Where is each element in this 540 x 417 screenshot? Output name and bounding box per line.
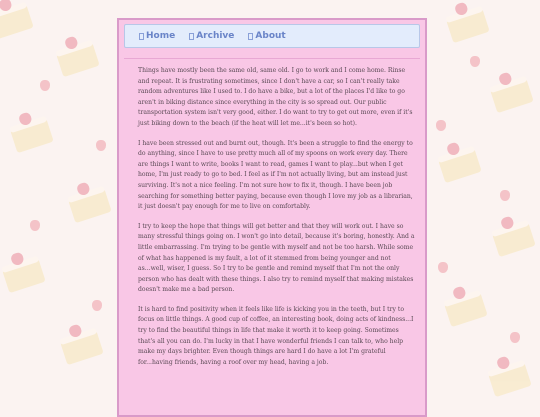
page-icon — [189, 33, 194, 40]
cake-slice-decoration — [54, 37, 99, 77]
top-nav — [124, 24, 420, 48]
post-paragraph: It is hard to find positivity when it feels like life is kicking you in the teeth, but I try to focus on little things. A good cup of coffee, an interesting book, doing acts of kindness...I try to find the beautiful things in life that make it worth it to keep going. Sometimes that's all you can do. I'm lucky in that I have wonderful friends I can talk to, who help make my days brighter. Even though things are hard I do have a lot I'm grateful for...having friends, having a roof over my head, having a job. — [138, 305, 414, 366]
cake-slice-decoration — [490, 217, 535, 257]
strawberry-decoration — [92, 300, 102, 311]
cake-slice-decoration — [0, 0, 34, 39]
post-body — [119, 59, 425, 368]
post-paragraph: I try to keep the hope that things will get better and that they will work out. I have so many stressful things going on. I won't go into detail, because it's boring, honestly. And a little embarrassing. I'm trying to be gentle with myself and not be too harsh. While some of what has happened is my fault, a lot of it stemmed from being younger and not as...well, wiser, I guess. So I try to be gentle and remind myself that I'm not the only person who has dealt with these things. I also try to remind myself that making mistakes doesn't make me a bad person. — [138, 222, 415, 294]
page-icon — [248, 33, 253, 40]
post-paragraph: I have been stressed out and burnt out, though. It's been a struggle to find the energy to do anything, since I have to use pretty much all of my spoons on work every day. There are things I want to write, books I want to read, games I want to play...but when I get home, I'm just ready to go to bed. I feel as if I'm not actually living, but am instead just surviving. It's not a nice feeling. I'm not sure how to fix it, though. I have been job searching for something better paying, because even though I love my job as a librarian, it just doesn't pay enough for me to live on comfortably. — [138, 139, 413, 211]
strawberry-decoration — [510, 332, 520, 343]
cake-slice-decoration — [8, 113, 53, 153]
nav-link-about[interactable] — [248, 31, 285, 41]
strawberry-decoration — [40, 80, 50, 91]
cake-slice-decoration — [436, 143, 481, 183]
cake-slice-decoration — [488, 73, 533, 113]
nav-link-label: Home — [146, 31, 176, 41]
strawberry-decoration — [96, 140, 106, 151]
post-paragraph: Things have mostly been the same old, same old. I go to work and I come home. Rinse and repeat. It is frustrating sometimes, since I don't have a car, so I can't really take random adventures like I used to. I do have a bike, but a lot of the places I'd like to go aren't in biking distance since everything in the city is so spread out. Our public transportation system isn't very good, either. I do want to try to get out more, even if it's just biking down to the beach (if the heat will let me...it's been so hot). — [138, 67, 413, 127]
strawberry-decoration — [438, 262, 448, 273]
cake-slice-decoration — [444, 3, 489, 43]
page-container — [117, 18, 427, 417]
nav-link-label: Archive — [196, 31, 235, 41]
cake-slice-decoration — [442, 287, 487, 327]
cake-slice-decoration — [58, 325, 103, 365]
page-icon — [139, 33, 144, 40]
strawberry-decoration — [436, 120, 446, 131]
cake-slice-decoration — [486, 357, 531, 397]
cake-slice-decoration — [0, 253, 45, 293]
nav-link-home[interactable] — [139, 31, 175, 41]
strawberry-decoration — [470, 56, 480, 67]
strawberry-decoration — [30, 220, 40, 231]
nav-link-archive[interactable] — [189, 31, 234, 41]
cake-slice-decoration — [66, 183, 111, 223]
nav-link-label: About — [255, 31, 286, 41]
strawberry-decoration — [500, 190, 510, 201]
